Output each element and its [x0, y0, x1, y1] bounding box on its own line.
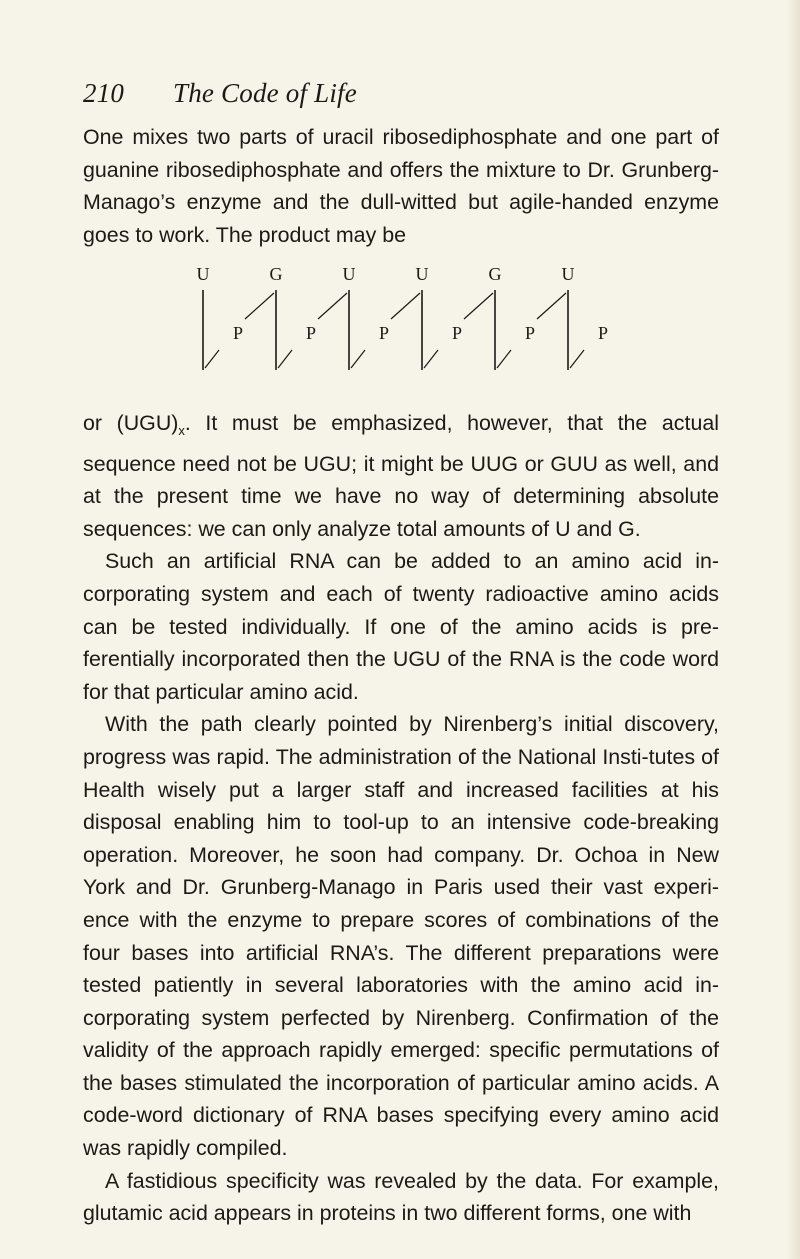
base-letter: U [561, 264, 575, 284]
running-header [83, 78, 357, 109]
paragraph-1-block [83, 121, 719, 251]
paragraph-4: With the path clearly pointed by Nirenberg’s initial discovery, progress was rapid. The administration of the National Insti-tutes of Health wisely put a larger staff and increased facilities at his disposal enabling him to tool-up to an intensive code-breaking operation. Moreover, he soon had company. Dr. Ochoa in New York and Dr. Grunberg-Manago in Paris used their vast experi-ence with the enzyme to prepare scores of combinations of the four bases into artificial RNA’s. The different preparations were tested patiently in several laboratories with the amino acid in-corporating system perfected by Nirenberg. Confirmation of the validity of the approach rapidly emerged: specific permutations of the bases stimulated the incorporation of particular amino acids. A code-word dictionary of RNA bases specifying every amino acid was rapidly compiled. [83, 712, 719, 1161]
base-letter: U [415, 264, 429, 284]
paragraph-3: Such an artificial RNA can be added to an amino acid in-corporating system and each of twenty radioactive amino acids can be tested individually. If one of the amino acids is pre-ferentially incorporated then the UGU of the RNA is the code word for that particular amino acid. [83, 549, 719, 704]
ester-bond [278, 350, 292, 368]
paragraph-2-pre: or (UGU) [83, 411, 179, 435]
phosphodiester-bond [464, 293, 493, 319]
ester-bond [570, 350, 584, 368]
paragraph-2 [83, 407, 719, 545]
phosphodiester-bond [391, 293, 420, 319]
phosphate-letter: P [232, 323, 244, 343]
paragraph-2-subscript: x [178, 423, 185, 438]
page-number: 210 [83, 78, 125, 108]
ester-bond [205, 350, 219, 368]
page-edge-shadow [786, 0, 800, 1259]
phosphate-letter: P [305, 323, 317, 343]
phosphodiester-bond [245, 293, 274, 319]
ester-bond [424, 350, 438, 368]
running-title: The Code of Life [173, 78, 357, 108]
base-letter: G [269, 264, 283, 284]
phosphate-letter: P [451, 323, 463, 343]
rna-chain-diagram [190, 262, 610, 388]
paragraph-5: A fastidious specificity was revealed by the data. For example, glutamic acid appears in proteins in two different forms, one with [83, 1168, 719, 1226]
phosphodiester-bond [537, 293, 566, 319]
phosphate-letter: P [524, 323, 536, 343]
ester-bond [351, 350, 365, 368]
phosphodiester-bond [318, 293, 347, 319]
phosphate-letter: P [597, 323, 609, 343]
paragraph-1: One mixes two parts of uracil ribosediphosphate and one part of guanine ribosediphosphate and offers the mixture to Dr. Grunberg-Manago’s enzyme and the dull-witted but agile-handed enzyme goes to work. The product may be [83, 125, 719, 247]
rna-chain-svg [190, 262, 610, 388]
base-letter: G [488, 264, 502, 284]
base-letter: U [342, 264, 356, 284]
ester-bond [497, 350, 511, 368]
main-text-block [83, 407, 719, 1230]
base-letter: U [196, 264, 210, 284]
phosphate-letter: P [378, 323, 390, 343]
paragraph-2-post: . It must be emphasized, however, that the actual sequence need not be UGU; it might be UUG or GUU as well, and at the present time we have no way of determining absolute sequences: we can only analyze total amounts of U and G. [83, 411, 719, 541]
